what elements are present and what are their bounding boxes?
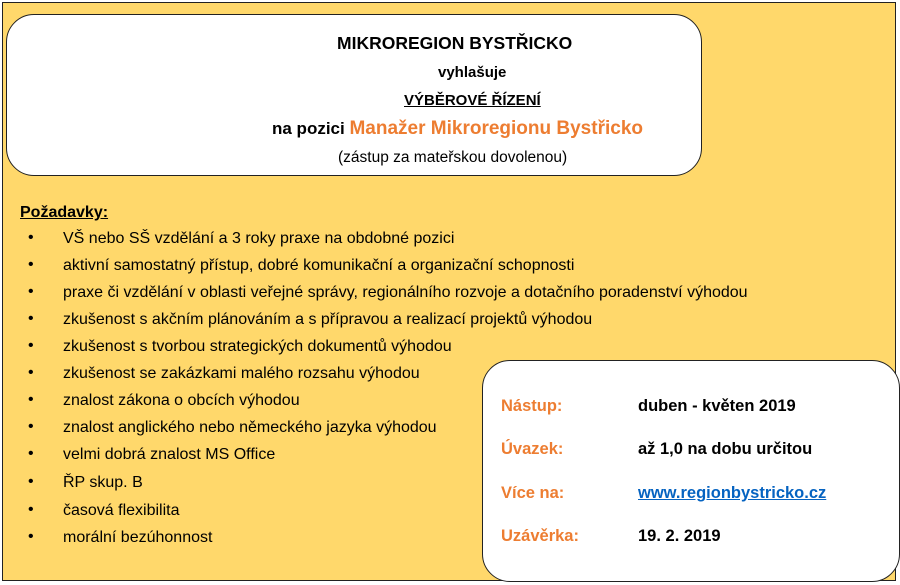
position-name: Manažer Mikroregionu Bystřicko (349, 118, 643, 139)
header-box (6, 14, 702, 176)
bullet-icon: • (28, 229, 34, 246)
bullet-icon: • (28, 310, 34, 327)
bullet-icon: • (28, 501, 34, 518)
bullet-icon: • (28, 445, 34, 462)
position-note: (zástup za mateřskou dovolenou) (338, 149, 568, 166)
position-line (272, 118, 643, 140)
bullet-icon: • (28, 337, 34, 354)
bullet-icon: • (28, 391, 34, 408)
position-prefix: na pozici (272, 119, 350, 138)
info-value: 19. 2. 2019 (638, 527, 721, 545)
info-box (482, 360, 900, 582)
website-link[interactable]: www.regionbystricko.cz (638, 484, 827, 502)
announces-text: vyhlašuje (438, 64, 507, 81)
org-title: MIKROREGION BYSTŘICKO (337, 33, 573, 53)
requirements-title: Požadavky: (20, 204, 109, 221)
info-value: duben - květen 2019 (638, 397, 796, 415)
info-label: Uzávěrka: (501, 527, 579, 545)
procedure-title: VÝBĚROVÉ ŘÍZENÍ (404, 92, 541, 109)
info-label: Více na: (501, 484, 565, 502)
info-label: Nástup: (501, 397, 563, 415)
bullet-icon: • (28, 528, 34, 545)
bullet-icon: • (28, 473, 34, 490)
bullet-icon: • (28, 418, 34, 435)
bullet-icon: • (28, 256, 34, 273)
announcement-poster: MIKROREGION BYSTŘICKO vyhlašuje VÝBĚROVÉ ŘÍZENÍ na pozici Manažer Mikroregionu Bystřicko (zástup za mateřskou dovolenou) Požadavky: • VŠ nebo SŠ vzdělání a 3 roky praxe na obdobné pozici • aktivní samostatný přístup, dobré komunikační a organizační schopnosti • praxe či vzdělání v oblasti veřejné správy, regionálního rozvoje a dotačního poradenství výhodou • zkušenost s akčním plánováním a s přípravou a realizací projektů výhodou • zkušenost s tvorbou strategických dokumentů výhodou • zkušenost se zakázkami malého rozsahu výhodou • znalost zákona o obcích výhodou • znalost anglického nebo německého jazyka výhodou • velmi dobrá znalost MS Office • ŘP skup. B • časová flexibilita • morální bezúhonnost Nástup: duben - květen 2019 Úvazek: až 1,0 na dobu určitou Více na: www.regionbystricko.cz Uzávěrka: 19. 2. 2019 (2, 2, 896, 581)
info-value: až 1,0 na dobu určitou (638, 440, 813, 458)
bullet-icon: • (28, 283, 34, 300)
info-label: Úvazek: (501, 440, 564, 458)
bullet-icon: • (28, 364, 34, 381)
